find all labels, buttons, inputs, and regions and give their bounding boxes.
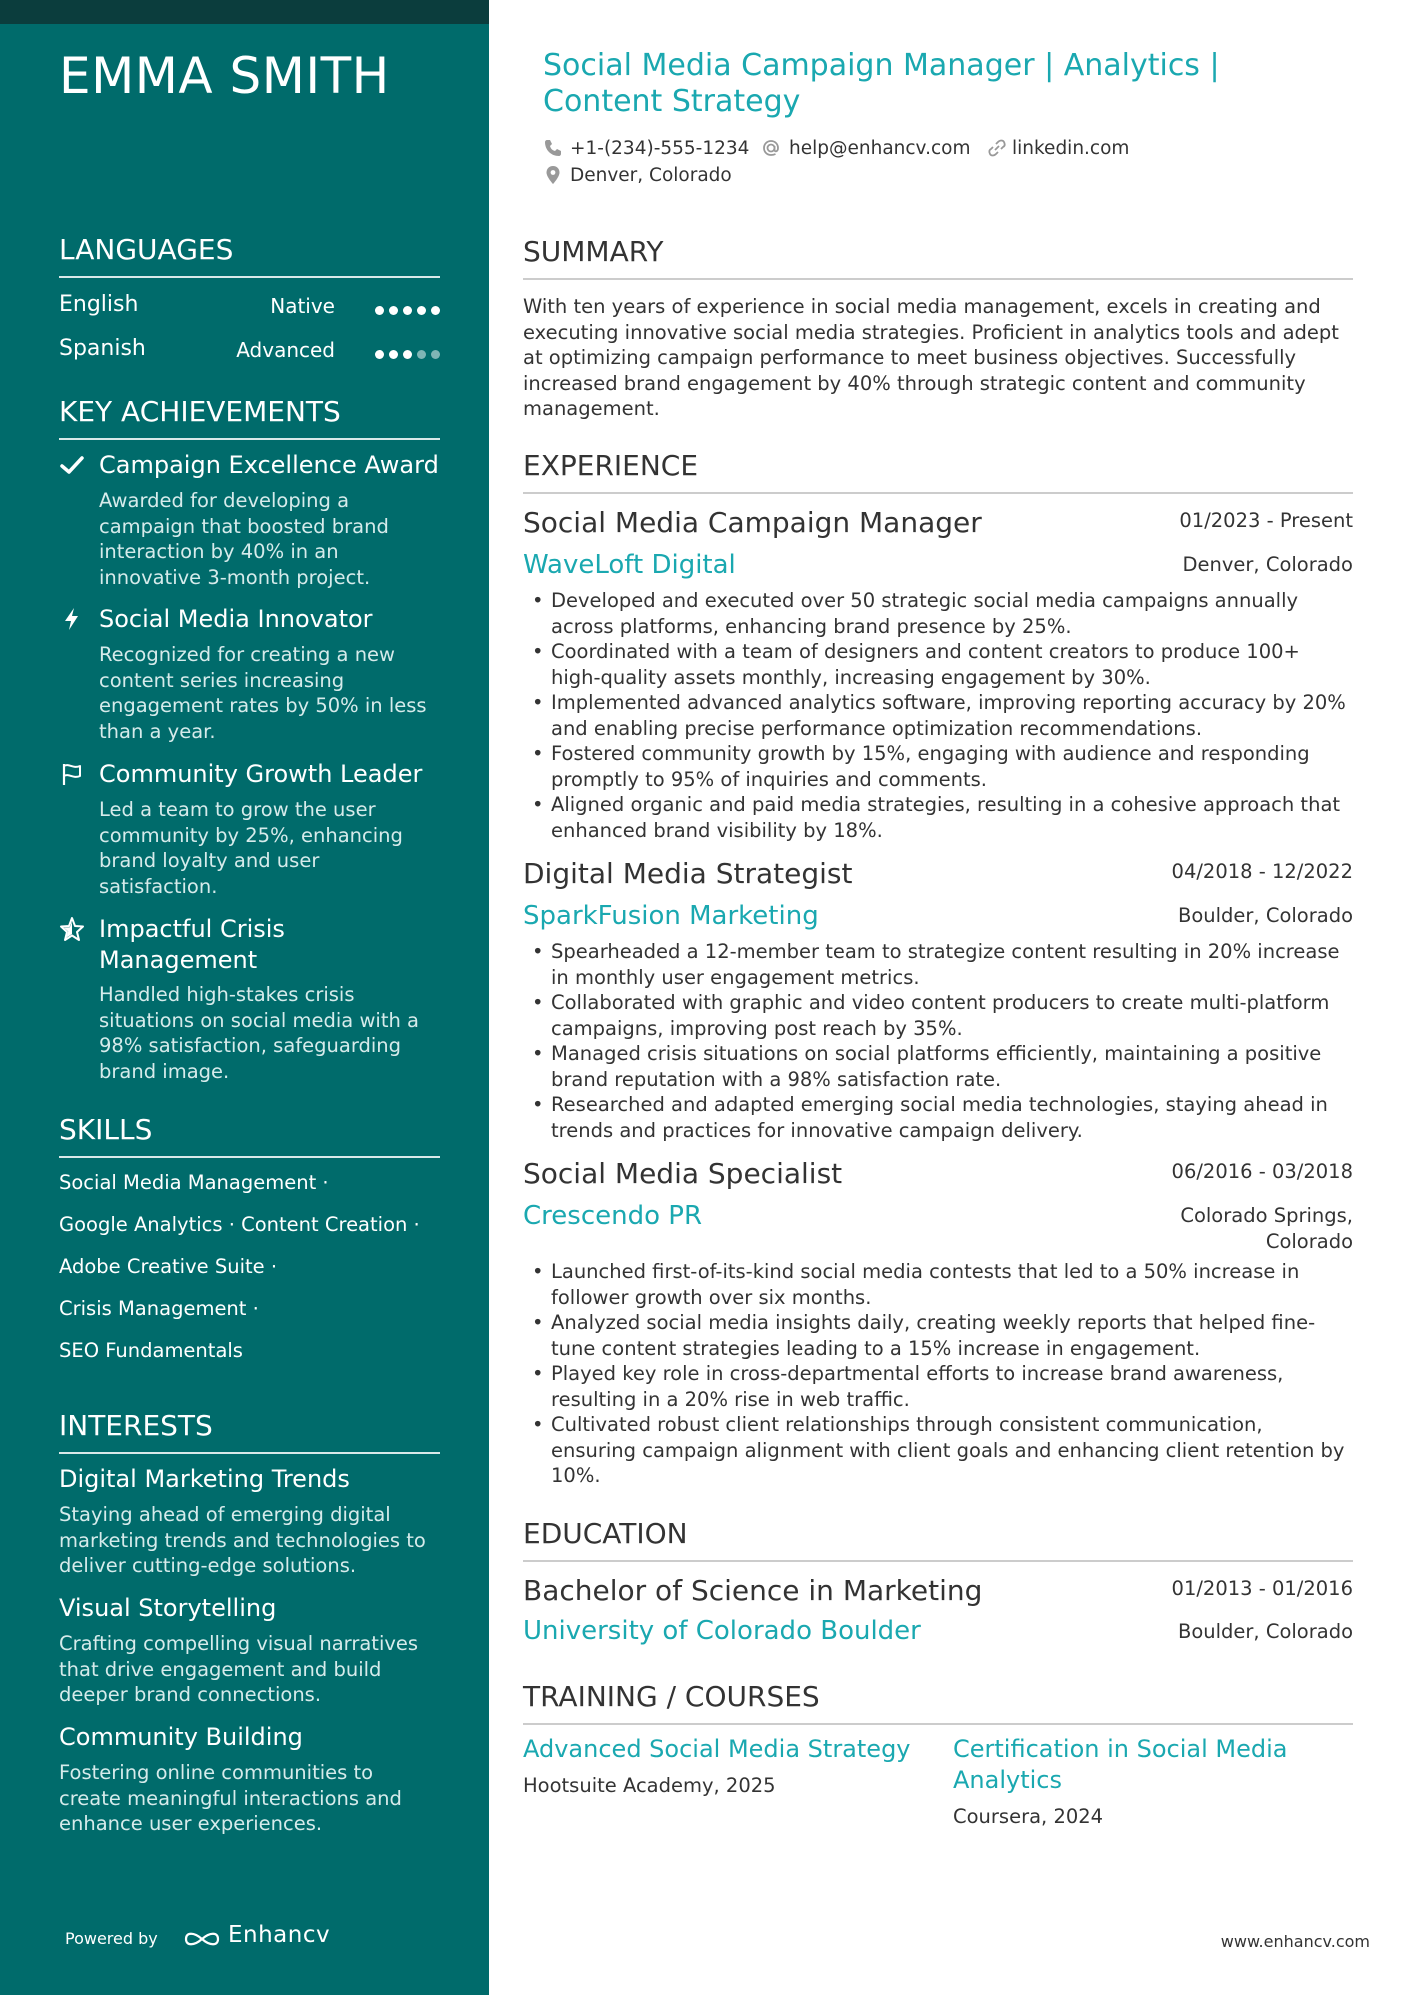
job-bullets xyxy=(523,588,1353,843)
powered-by-label: Powered by xyxy=(65,1929,158,1948)
job-dates: 04/2018 - 12/2022 xyxy=(1171,860,1353,883)
sidebar-top-bar xyxy=(0,0,489,24)
bullet-item: • Managed crisis situations on social platforms efficiently, maintaining a positive brand reputation with a 98% satisfaction rate. xyxy=(523,1041,1353,1092)
skill-item: Google Analytics · Content Creation · xyxy=(59,1213,420,1236)
achievement-title: Impactful Crisis Management xyxy=(99,915,285,974)
achievement-description: Handled high-stakes crisis situations on social media with a 98% satisfaction, safeguarding brand image. xyxy=(99,983,419,1083)
bullet-item: • Implemented advanced analytics software, improving reporting accuracy by 20% and enabling precise performance optimization recommendations. xyxy=(523,690,1353,741)
experience-title: EXPERIENCE xyxy=(523,448,1353,494)
course-source: Coursera, 2024 xyxy=(953,1805,1104,1828)
interest-title: Community Building xyxy=(59,1723,303,1751)
skill-item: Crisis Management · xyxy=(59,1297,259,1320)
lightning-icon xyxy=(59,606,85,632)
language-name: Spanish xyxy=(59,336,146,361)
education-title: EDUCATION xyxy=(523,1516,1353,1562)
achievement-description: Awarded for developing a campaign that boosted brand interaction by 40% in an innovative 3-month project. xyxy=(99,489,389,589)
enhancv-wordmark: Enhancv xyxy=(228,1922,331,1948)
language-row xyxy=(59,336,440,368)
job-location xyxy=(1180,1203,1353,1254)
skill-item: Adobe Creative Suite · xyxy=(59,1255,278,1278)
job-dates: 01/2023 - Present xyxy=(1179,509,1353,532)
interest-title: Visual Storytelling xyxy=(59,1594,277,1622)
location-pin-icon xyxy=(543,165,563,185)
email-address[interactable]: help@enhancv.com xyxy=(789,138,971,159)
rating-dot-filled xyxy=(375,350,384,359)
sidebar xyxy=(0,0,489,1995)
linkedin-link[interactable]: linkedin.com xyxy=(1012,138,1130,159)
rating-dot-empty xyxy=(431,350,440,359)
interests-title: INTERESTS xyxy=(59,1408,440,1454)
degree: Bachelor of Science in Marketing xyxy=(523,1574,983,1607)
language-name: English xyxy=(59,292,139,317)
interest-description: Crafting compelling visual narratives that drive engagement and build deeper brand connections. xyxy=(59,1632,419,1706)
location: Denver, Colorado xyxy=(570,165,732,186)
rating-dot-filled xyxy=(417,306,426,315)
language-rating xyxy=(370,340,440,365)
company-name: SparkFusion Marketing xyxy=(523,901,819,931)
school-location: Boulder, Colorado xyxy=(1177,1620,1353,1643)
skill-item: Social Media Management · xyxy=(59,1171,329,1194)
job-location: Boulder, Colorado xyxy=(1177,904,1353,927)
course-source: Hootsuite Academy, 2025 xyxy=(523,1774,776,1797)
rating-dot-filled xyxy=(403,350,412,359)
interest-description: Staying ahead of emerging digital marketing trends and technologies to deliver cutting-edge solutions. xyxy=(59,1503,426,1577)
job-location-line: Colorado xyxy=(1265,1229,1353,1253)
training-title: TRAINING / COURSES xyxy=(523,1679,1353,1725)
rating-dot-filled xyxy=(389,350,398,359)
course-title: Advanced Social Media Strategy xyxy=(523,1735,911,1763)
link-icon xyxy=(987,138,1007,158)
footer-url[interactable]: www.enhancv.com xyxy=(1220,1932,1370,1951)
main-content xyxy=(523,0,1353,1995)
bullet-item: • Collaborated with graphic and video content producers to create multi-platform campaigns, improving post reach by 35%. xyxy=(523,990,1353,1041)
bullet-item: • Analyzed social media insights daily, creating weekly reports that helped fine-tune content strategies leading to a 15% increase in engagement. xyxy=(523,1310,1353,1361)
languages-title: LANGUAGES xyxy=(59,232,440,278)
language-level: Advanced xyxy=(236,338,335,362)
bullet-item: • Coordinated with a team of designers and content creators to produce 100+ high-quality assets monthly, increasing engagement by 30%. xyxy=(523,639,1353,690)
skills-title: SKILLS xyxy=(59,1112,440,1158)
course-item xyxy=(523,1734,923,1799)
at-sign-icon xyxy=(761,138,781,158)
interest-title: Digital Marketing Trends xyxy=(59,1465,350,1493)
bullet-item: • Cultivated robust client relationships through consistent communication, ensuring campaign alignment with client goals and enhancing client retention by 10%. xyxy=(523,1412,1353,1489)
key-achievements-title: KEY ACHIEVEMENTS xyxy=(59,394,440,440)
rating-dot-filled xyxy=(431,306,440,315)
company-name: WaveLoft Digital xyxy=(523,550,736,580)
bullet-item: • Launched first-of-its-kind social media contests that led to a 50% increase in follower growth over six months. xyxy=(523,1259,1353,1310)
job-role: Social Media Specialist xyxy=(523,1157,843,1190)
language-rating xyxy=(370,296,440,321)
school-name: University of Colorado Boulder xyxy=(523,1616,921,1646)
bullet-item: • Played key role in cross-departmental efforts to increase brand awareness, resulting in a 20% rise in web traffic. xyxy=(523,1361,1353,1412)
rating-dot-filled xyxy=(403,306,412,315)
bullet-item: • Researched and adapted emerging social media technologies, staying ahead in trends and practices for innovative campaign delivery. xyxy=(523,1092,1353,1143)
summary-text: With ten years of experience in social media management, excels in creating and executing innovative social media strategies. Proficient in analytics tools and adept at optimizing campaign performance to meet business objectives. Successfully increased brand engagement by 40% through strategic content and community management. xyxy=(523,295,1339,420)
bullet-item: • Developed and executed over 50 strategic social media campaigns annually across platforms, enhancing brand presence by 25%. xyxy=(523,588,1353,639)
flag-icon xyxy=(59,761,85,787)
course-item xyxy=(953,1734,1353,1830)
course-title: Certification in Social Media Analytics xyxy=(953,1735,1288,1794)
bullet-item: • Spearheaded a 12-member team to strategize content resulting in 20% increase in monthly user engagement metrics. xyxy=(523,939,1353,990)
job-location-line: Colorado Springs, xyxy=(1180,1204,1353,1227)
job-role: Social Media Campaign Manager xyxy=(523,506,982,539)
company-name: Crescendo PR xyxy=(523,1201,703,1231)
job-dates: 06/2016 - 03/2018 xyxy=(1171,1160,1353,1183)
rating-dot-empty xyxy=(417,350,426,359)
summary-title: SUMMARY xyxy=(523,234,1353,280)
checkmark-icon xyxy=(59,452,85,478)
skill-item: SEO Fundamentals xyxy=(59,1339,243,1362)
headline: Social Media Campaign Manager | Analytics | Content Strategy xyxy=(543,48,1220,119)
achievement-title: Community Growth Leader xyxy=(99,760,423,788)
bullet-item: • Aligned organic and paid media strategies, resulting in a cohesive approach that enhanced brand visibility by 18%. xyxy=(523,792,1353,843)
achievement-description: Led a team to grow the user community by 25%, enhancing brand loyalty and user satisfaction. xyxy=(99,798,403,898)
candidate-name: EMMA SMITH xyxy=(59,47,390,105)
job-bullets xyxy=(523,1259,1353,1489)
job-bullets xyxy=(523,939,1353,1143)
achievement-description: Recognized for creating a new content series increasing engagement rates by 50% in less than a year. xyxy=(99,643,427,743)
language-level: Native xyxy=(270,294,335,318)
rating-dot-filled xyxy=(389,306,398,315)
bullet-item: • Fostered community growth by 15%, engaging with audience and responding promptly to 95% of inquiries and comments. xyxy=(523,741,1353,792)
phone-number[interactable]: +1-(234)-555-1234 xyxy=(570,138,750,159)
rating-dot-filled xyxy=(375,306,384,315)
job-location: Denver, Colorado xyxy=(1182,553,1353,576)
star-icon xyxy=(59,916,85,942)
language-row xyxy=(59,292,440,324)
enhancv-logo-icon xyxy=(182,1926,222,1952)
interest-description: Fostering online communities to create meaningful interactions and enhance user experiences. xyxy=(59,1761,402,1835)
achievement-title: Social Media Innovator xyxy=(99,605,373,633)
education-dates: 01/2013 - 01/2016 xyxy=(1171,1577,1353,1600)
phone-icon xyxy=(543,138,563,158)
job-role: Digital Media Strategist xyxy=(523,857,853,890)
achievement-title: Campaign Excellence Award xyxy=(99,451,439,479)
